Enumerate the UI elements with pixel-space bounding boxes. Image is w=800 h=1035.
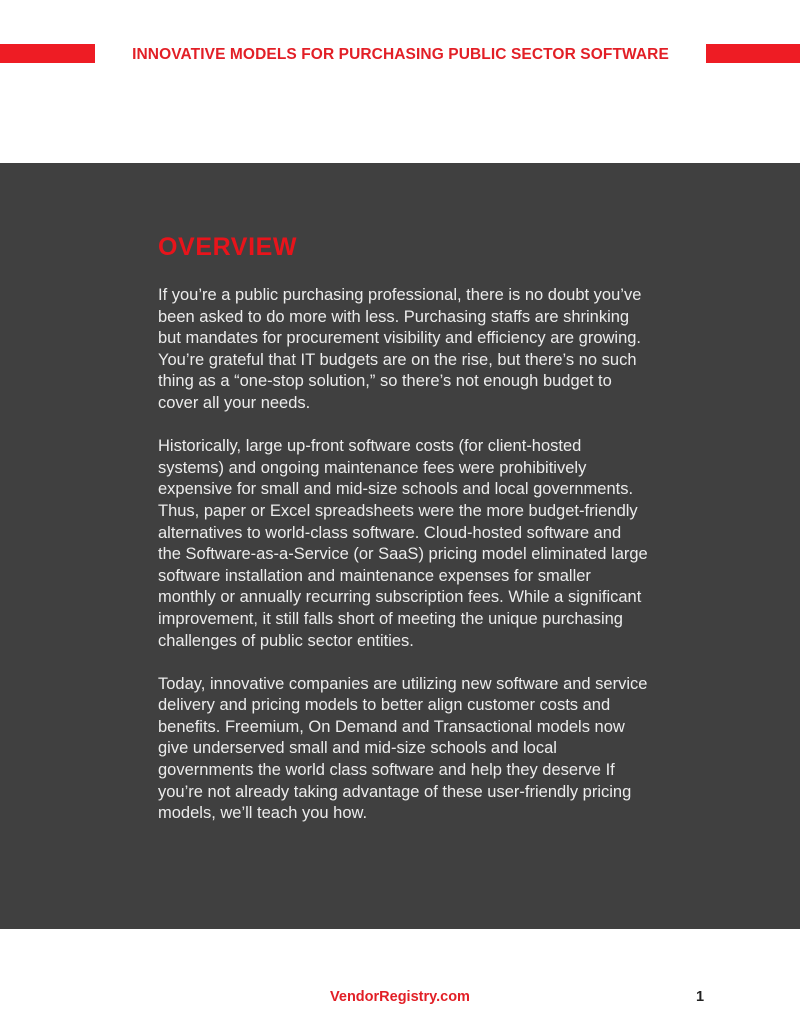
paragraph-3: Today, innovative companies are utilizing new software and service delivery and pricing models to better align customer costs and benefits. Freemium, On Demand and Transactional models now give underserved small and mid-size schools and local governments the world class software and help they deserve If you’re not already taking advantage of these user-friendly pricing models, we’ll teach you how. [158,674,648,823]
paragraph-1: If you’re a public purchasing professional, there is no doubt you’ve been asked to do more with less. Purchasing staffs are shrinking but mandates for procurement visibility and efficiency are growing. You’re grateful that IT budgets are on the rise, but there’s no such thing as a “one-stop solution,” so there’s not enough budget to cover all your needs. [158,286,642,412]
paragraph-2: Historically, large up-front software costs (for client-hosted systems) and ongoing maintenance fees were prohibitively expensive for small and mid-size schools and local governments. Thus, paper or Excel spreadsheets were the more budget-friendly alternatives to world-class software. Cloud-hosted software and the Software-as-a-Service (or SaaS) pricing model eliminated large software installation and maintenance expenses for smaller monthly or annually recurring subscription fees. While a significant improvement, it still falls short of meeting the unique purchasing challenges of public sector entities. [158,437,648,650]
header-accent-bar-left [0,44,95,63]
footer-website: VendorRegistry.com [330,989,470,1005]
page-number: 1 [695,989,705,1005]
header-accent-bar-right [706,44,800,63]
section-title: OVERVIEW [158,233,298,261]
overview-body [158,285,648,846]
document-header-title: INNOVATIVE MODELS FOR PURCHASING PUBLIC SECTOR SOFTWARE [132,46,669,63]
